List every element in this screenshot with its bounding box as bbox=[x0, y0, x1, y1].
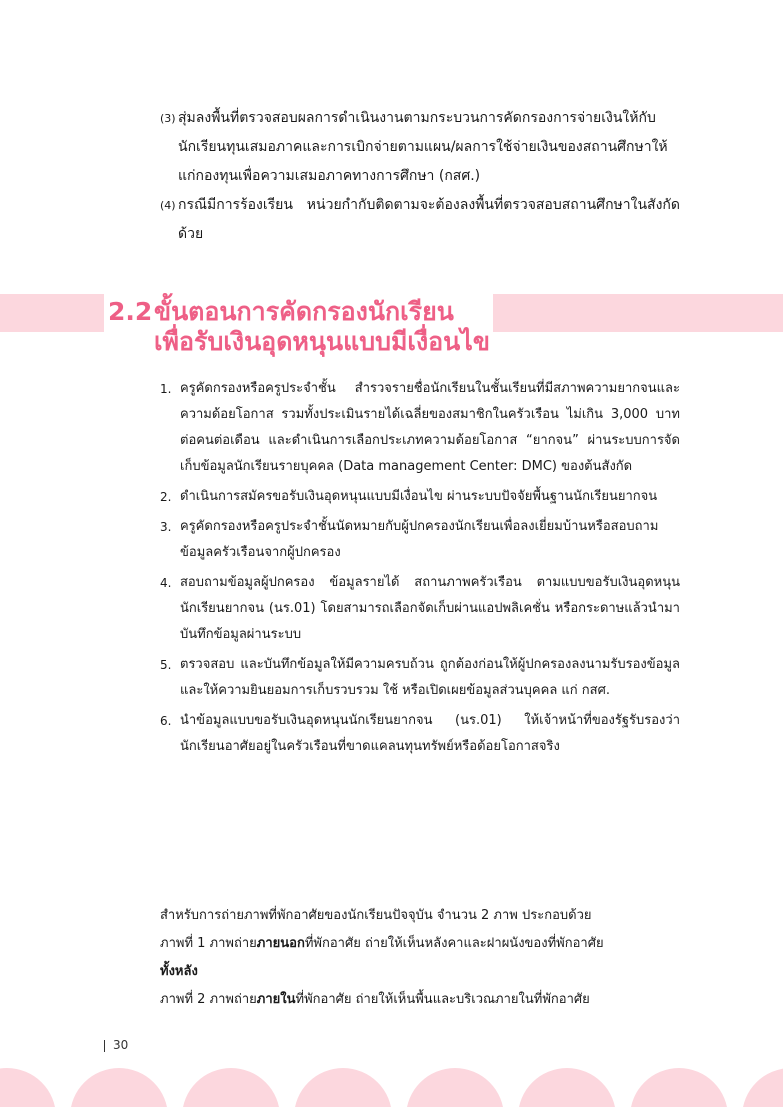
photo-2 bbox=[160, 986, 680, 1014]
section-number: 2.2 bbox=[108, 297, 153, 326]
decorative-circle bbox=[70, 1068, 168, 1107]
page-number bbox=[104, 1038, 128, 1052]
step-item bbox=[160, 376, 680, 480]
list-item bbox=[160, 191, 680, 249]
decorative-circle bbox=[518, 1068, 616, 1107]
page-number-divider bbox=[104, 1040, 105, 1052]
photo-1-emphasis-2: ทั้งหลัง bbox=[160, 964, 198, 979]
step-number: 3. bbox=[160, 520, 172, 534]
screening-steps bbox=[160, 376, 680, 764]
item-number: (3) bbox=[160, 112, 176, 125]
decorative-circle bbox=[406, 1068, 504, 1107]
step-number: 5. bbox=[160, 658, 172, 672]
step-text: ตรวจสอบ และบันทึกข้อมูลให้มีความครบถ้วน ถูกต้องก่อนให้ผู้ปกครองลงนามรับรองข้อมูลและให้ความยินยอมการเก็บรวบรวม ใช้ หรือเปิดเผยข้อมูลส่วนบุคคล แก่ กสศ. bbox=[180, 657, 680, 698]
photo-2-emphasis: ภายใน bbox=[256, 992, 296, 1007]
footer-decoration bbox=[0, 1068, 783, 1107]
photo-intro: สำหรับการถ่ายภาพที่พักอาศัยของนักเรียนปัจจุบัน จำนวน 2 ภาพ ประกอบด้วย bbox=[160, 908, 592, 923]
photo-1-desc: ที่พักอาศัย ถ่ายให้เห็นหลังคาและฝาผนังของที่พักอาศัย bbox=[304, 936, 604, 951]
heading-band-right bbox=[493, 294, 783, 332]
step-number: 4. bbox=[160, 576, 172, 590]
photo-2-desc: ที่พักอาศัย ถ่ายให้เห็นพื้นและบริเวณภายในที่พักอาศัย bbox=[295, 992, 590, 1007]
photo-instructions bbox=[160, 902, 680, 1014]
step-text: นำข้อมูลแบบขอรับเงินอุดหนุนนักเรียนยากจน (นร.01) ให้เจ้าหน้าที่ของรัฐรับรองว่านักเรียนอาศัยอยู่ในครัวเรือนที่ขาดแคลนทุนทรัพย์หรือด้อยโอกาสจริง bbox=[180, 713, 680, 754]
photo-1-label: ภาพที่ 1 ภาพถ่าย bbox=[160, 936, 257, 951]
decorative-circle bbox=[182, 1068, 280, 1107]
step-item bbox=[160, 570, 680, 648]
photo-1-emphasis: ภายนอก bbox=[256, 936, 305, 951]
list-item bbox=[160, 104, 680, 191]
monitoring-list bbox=[160, 104, 680, 249]
item-text: กรณีมีการร้องเรียน หน่วยกำกับติดตามจะต้องลงพื้นที่ตรวจสอบสถานศึกษาในสังกัดด้วย bbox=[178, 197, 680, 242]
photo-1 bbox=[160, 930, 680, 986]
item-text: สุ่มลงพื้นที่ตรวจสอบผลการดำเนินงานตามกระบวนการคัดกรองการจ่ายเงินให้กับนักเรียนทุนเสมอภาคและการเบิกจ่ายตามแผน/ผลการใช้จ่ายเงินของสถานศึกษาให้แก่กองทุนเพื่อความเสมอภาคทางการศึกษา (กสศ.) bbox=[178, 110, 668, 184]
step-item bbox=[160, 708, 680, 760]
step-text: สอบถามข้อมูลผู้ปกครอง ข้อมูลรายได้ สถานภาพครัวเรือน ตามแบบขอรับเงินอุดหนุนนักเรียนยากจน (นร.01) โดยสามารถเลือกจัดเก็บผ่านแอปพลิเคชั่น หรือกระดาษแล้วนำมาบันทึกข้อมูลผ่านระบบ bbox=[180, 575, 680, 642]
step-text: ครูคัดกรองหรือครูประจำชั้นนัดหมายกับผู้ปกครองนักเรียนเพื่อลงเยี่ยมบ้านหรือสอบถามข้อมูลครัวเรือนจากผู้ปกครอง bbox=[180, 519, 659, 560]
step-item bbox=[160, 484, 680, 510]
heading-band-left bbox=[0, 294, 104, 332]
photo-2-label: ภาพที่ 2 ภาพถ่าย bbox=[160, 992, 257, 1007]
section-title-line2: เพื่อรับเงินอุดหนุนแบบมีเงื่อนไข bbox=[154, 327, 490, 356]
decorative-circle bbox=[630, 1068, 728, 1107]
item-number: (4) bbox=[160, 199, 176, 212]
page-number-value: 30 bbox=[113, 1038, 129, 1052]
decorative-circle bbox=[742, 1068, 783, 1107]
step-number: 2. bbox=[160, 490, 172, 504]
step-item bbox=[160, 652, 680, 704]
decorative-circle bbox=[294, 1068, 392, 1107]
step-text: ดำเนินการสมัครขอรับเงินอุดหนุนแบบมีเงื่อนไข ผ่านระบบปัจจัยพื้นฐานนักเรียนยากจน bbox=[180, 489, 658, 504]
decorative-circle bbox=[0, 1068, 56, 1107]
step-number: 1. bbox=[160, 382, 172, 396]
step-item bbox=[160, 514, 680, 566]
section-title-line1: ขั้นตอนการคัดกรองนักเรียน bbox=[154, 297, 454, 326]
step-number: 6. bbox=[160, 714, 172, 728]
step-text: ครูคัดกรองหรือครูประจำชั้น สำรวจรายชื่อนักเรียนในชั้นเรียนที่มีสภาพความยากจนและความด้อยโอกาส รวมทั้งประเมินรายได้เฉลี่ยของสมาชิกในครัวเรือน ไม่เกิน 3,000 บาทต่อคนต่อเดือน และดำเนินการเลือกประเภทความด้อยโอกาส “ยากจน” ผ่านระบบการจัดเก็บข้อมูลนักเรียนรายบุคคล (Data management Center: DMC) ของต้นสังกัด bbox=[180, 381, 680, 474]
